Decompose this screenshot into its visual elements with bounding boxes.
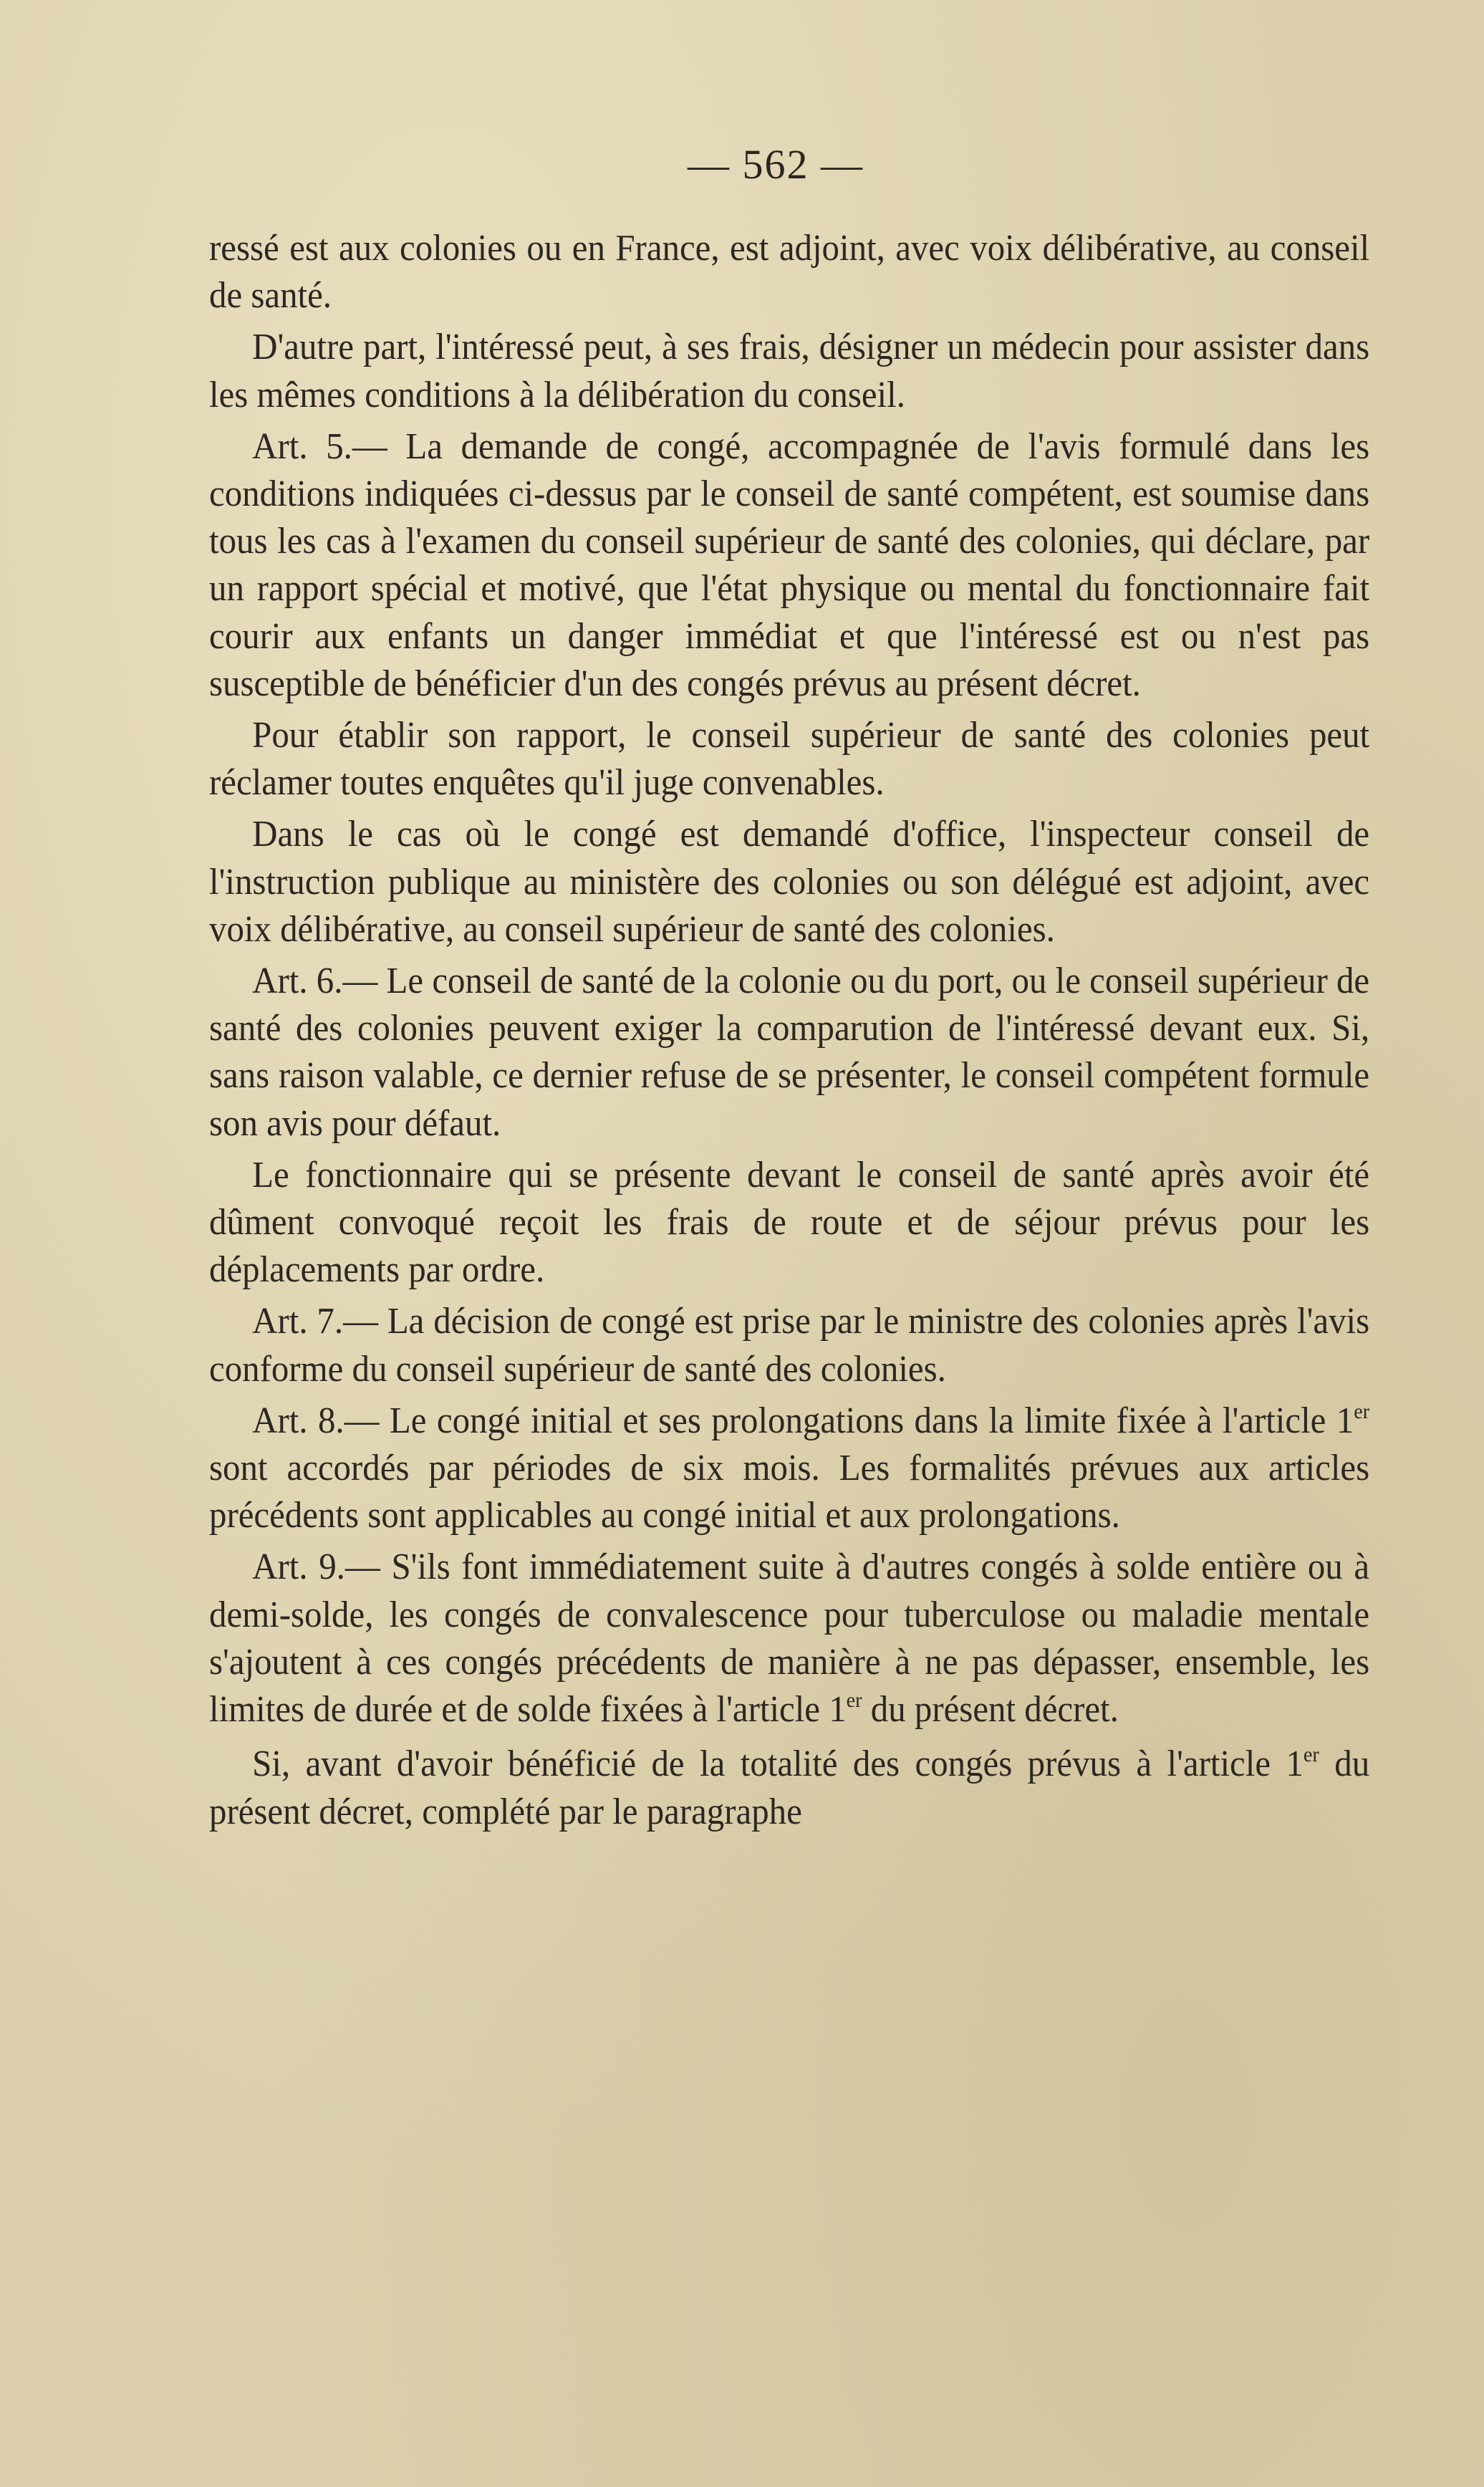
paragraph-rapport: Pour établir son rapport, le conseil supérieur de santé des colonies peut réclamer toutes enquêtes qu'il juge convenables. bbox=[209, 715, 1370, 804]
paragraph-article-6: Art. 6.— Le conseil de santé de la colonie ou du port, ou le conseil supérieur de santé des colonies peuvent exiger la comparution de l'intéressé devant eux. Si, sans raison valable, ce dernier refuse de se présenter, le conseil compétent formule son avis pour défaut. bbox=[209, 961, 1370, 1144]
paragraph-travel-costs: Le fonctionnaire qui se présente devant le conseil de santé après avoir été dûment convoqué reçoit les frais de route et de séjour prévus pour les déplacements par ordre. bbox=[209, 1154, 1370, 1291]
superscript-er: er bbox=[1303, 1743, 1319, 1767]
paragraph-continuation: ressé est aux colonies ou en France, est adjoint, avec voix délibérative, au conseil de santé. bbox=[209, 228, 1370, 317]
paragraph-article-7: Art. 7.— La décision de congé est prise par le ministre des colonies après l'avis conforme du conseil supérieur de santé des colonies. bbox=[209, 1301, 1370, 1390]
paragraph-final bbox=[209, 1741, 1369, 1835]
article-8-text-end: sont accordés par périodes de six mois. Les formalités prévues aux articles précédents sont applicables au congé initial et aux prolongations. bbox=[209, 1448, 1370, 1536]
page-number: — 562 — bbox=[688, 141, 864, 188]
paragraph-article-5: Art. 5.— La demande de congé, accompagnée de l'avis formulé dans les conditions indiquées ci-dessus par le conseil de santé compétent, est soumise dans tous les cas à l'examen du conseil supérieur de santé des colonies, qui déclare, par un rapport spécial et motivé, que l'état physique ou mental du fonctionnaire fait courir aux enfants un danger immédiat et que l'intéressé est ou n'est pas susceptible de bénéficier d'un des congés prévus au présent décret. bbox=[209, 425, 1370, 704]
paragraph-article-8 bbox=[209, 1398, 1369, 1540]
final-text-end: du présent décret, complété par le paragraphe bbox=[209, 1743, 1370, 1832]
article-9-text: Art. 9.— S'ils font immédiatement suite à d'autres congés à solde entière ou à demi-solde, les congés de convalescence pour tuberculose ou maladie mentale s'ajoutent à ces congés précédents de manière à ne pas dépasser, ensemble, les limites de durée et de solde fixées à l'article 1 bbox=[209, 1546, 1370, 1731]
superscript-er: er bbox=[1354, 1399, 1370, 1423]
paragraph-article-9 bbox=[209, 1544, 1369, 1733]
superscript-er: er bbox=[846, 1688, 862, 1713]
body-text bbox=[209, 225, 1374, 1836]
article-8-text: Art. 8.— Le congé initial et ses prolongations dans la limite fixée à l'article 1 bbox=[252, 1400, 1354, 1441]
paragraph-other-doctor: D'autre part, l'intéressé peut, à ses frais, désigner un médecin pour assister dans les mêmes conditions à la délibération du conseil. bbox=[209, 327, 1370, 415]
paragraph-office-request: Dans le cas où le congé est demandé d'office, l'inspecteur conseil de l'instruction publique au ministère des colonies ou son délégué est adjoint, avec voix délibérative, au conseil supérieur de santé des colonies. bbox=[209, 814, 1370, 950]
article-9-text-end: du présent décret. bbox=[862, 1689, 1119, 1731]
final-text: Si, avant d'avoir bénéficié de la totalité des congés prévus à l'article 1 bbox=[252, 1743, 1304, 1785]
